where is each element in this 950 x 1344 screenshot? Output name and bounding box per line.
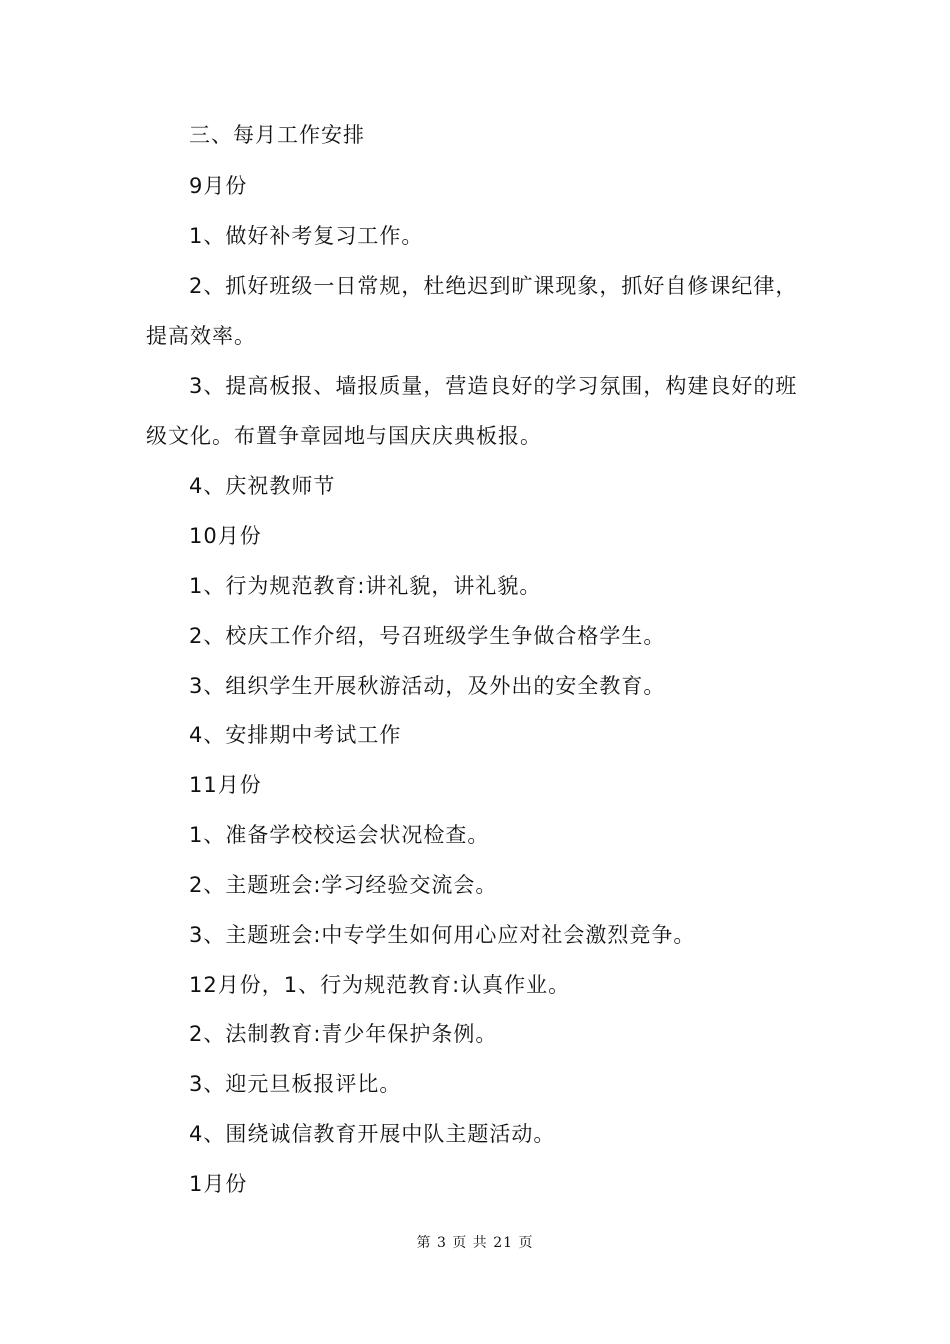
text-line: 2、主题班会:学习经验交流会。 [189, 873, 498, 897]
text-line: 提高效率。 [146, 324, 256, 348]
text-line: 2、校庆工作介绍，号召班级学生争做合格学生。 [189, 624, 666, 648]
page-number-footer: 第 3 页 共 21 页 [416, 1235, 534, 1251]
text-line: 4、安排期中考试工作 [189, 723, 402, 747]
text-line: 3、组织学生开展秋游活动，及外出的安全教育。 [189, 674, 666, 698]
text-line: 4、庆祝教师节 [189, 474, 336, 498]
text-line: 1、准备学校校运会状况检查。 [189, 823, 490, 847]
section-heading: 三、每月工作安排 [189, 123, 365, 147]
text-line: 1、做好补考复习工作。 [189, 224, 424, 248]
month-heading-october: 10月份 [189, 524, 262, 548]
text-line: 级文化。布置争章园地与国庆庆典板报。 [146, 424, 542, 448]
text-line: 3、迎元旦板报评比。 [189, 1072, 402, 1096]
text-line: 3、主题班会:中专学生如何用心应对社会激烈竞争。 [189, 923, 696, 947]
month-heading-november: 11月份 [189, 773, 262, 797]
text-line: 4、围绕诚信教育开展中队主题活动。 [189, 1122, 556, 1146]
text-line: 2、抓好班级一日常规，杜绝迟到旷课现象，抓好自修课纪律， [189, 274, 798, 298]
text-line: 3、提高板报、墙报质量，营造良好的学习氛围，构建良好的班 [189, 374, 798, 398]
text-line: 12月份，1、行为规范教育:认真作业。 [189, 973, 571, 997]
month-heading-january: 1月份 [189, 1172, 248, 1196]
month-heading-september: 9月份 [189, 174, 248, 198]
text-line: 1、行为规范教育:讲礼貌，讲礼貌。 [189, 574, 542, 598]
text-line: 2、法制教育:青少年保护条例。 [189, 1022, 498, 1046]
